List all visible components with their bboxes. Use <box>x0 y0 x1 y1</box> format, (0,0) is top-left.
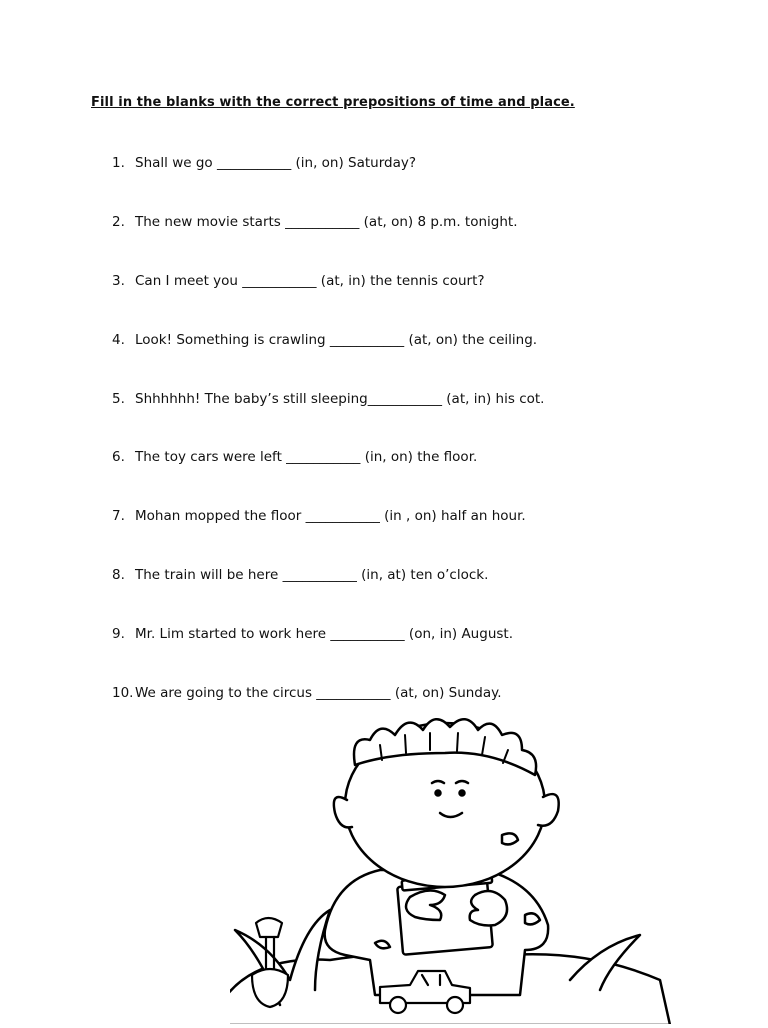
right-hand <box>470 891 507 925</box>
question-text: Shhhhhh! The baby’s still sleeping___________ (at, in) his cot. <box>135 391 545 407</box>
question-5 <box>112 391 544 407</box>
boy-with-toys-illustration <box>230 705 710 1028</box>
question-4 <box>112 332 537 348</box>
question-number: 4. <box>112 332 125 348</box>
question-text: Shall we go ___________ (in, on) Saturday? <box>135 155 417 171</box>
question-text: The new movie starts ___________ (at, on) 8 p.m. tonight. <box>135 214 518 230</box>
question-3 <box>112 273 485 289</box>
question-text: Mohan mopped the floor ___________ (in , on) half an hour. <box>135 508 526 524</box>
question-text: Look! Something is crawling ___________ (at, on) the ceiling. <box>135 332 538 348</box>
question-number: 2. <box>112 214 125 230</box>
question-10 <box>112 685 502 701</box>
question-8 <box>112 567 488 583</box>
question-text: Can I meet you ___________ (at, in) the tennis court? <box>135 273 485 289</box>
worksheet-heading: Fill in the blanks with the correct prepositions of time and place. <box>91 95 575 110</box>
question-number: 7. <box>112 508 125 524</box>
question-text: Mr. Lim started to work here ___________ (on, in) August. <box>135 626 513 642</box>
question-number: 10. <box>112 685 134 701</box>
question-2 <box>112 214 517 230</box>
question-9 <box>112 626 513 642</box>
question-6 <box>112 449 477 465</box>
question-number: 3. <box>112 273 125 289</box>
question-text: We are going to the circus ___________ (at, on) Sunday. <box>135 685 502 701</box>
question-text: The toy cars were left ___________ (in, on) the floor. <box>135 449 478 465</box>
question-7 <box>112 508 526 524</box>
question-number: 6. <box>112 449 125 465</box>
question-1 <box>112 155 416 171</box>
question-text: The train will be here ___________ (in, at) ten o’clock. <box>135 567 489 583</box>
question-number: 5. <box>112 391 125 407</box>
question-number: 9. <box>112 626 125 642</box>
question-number: 8. <box>112 567 125 583</box>
question-number: 1. <box>112 155 125 171</box>
